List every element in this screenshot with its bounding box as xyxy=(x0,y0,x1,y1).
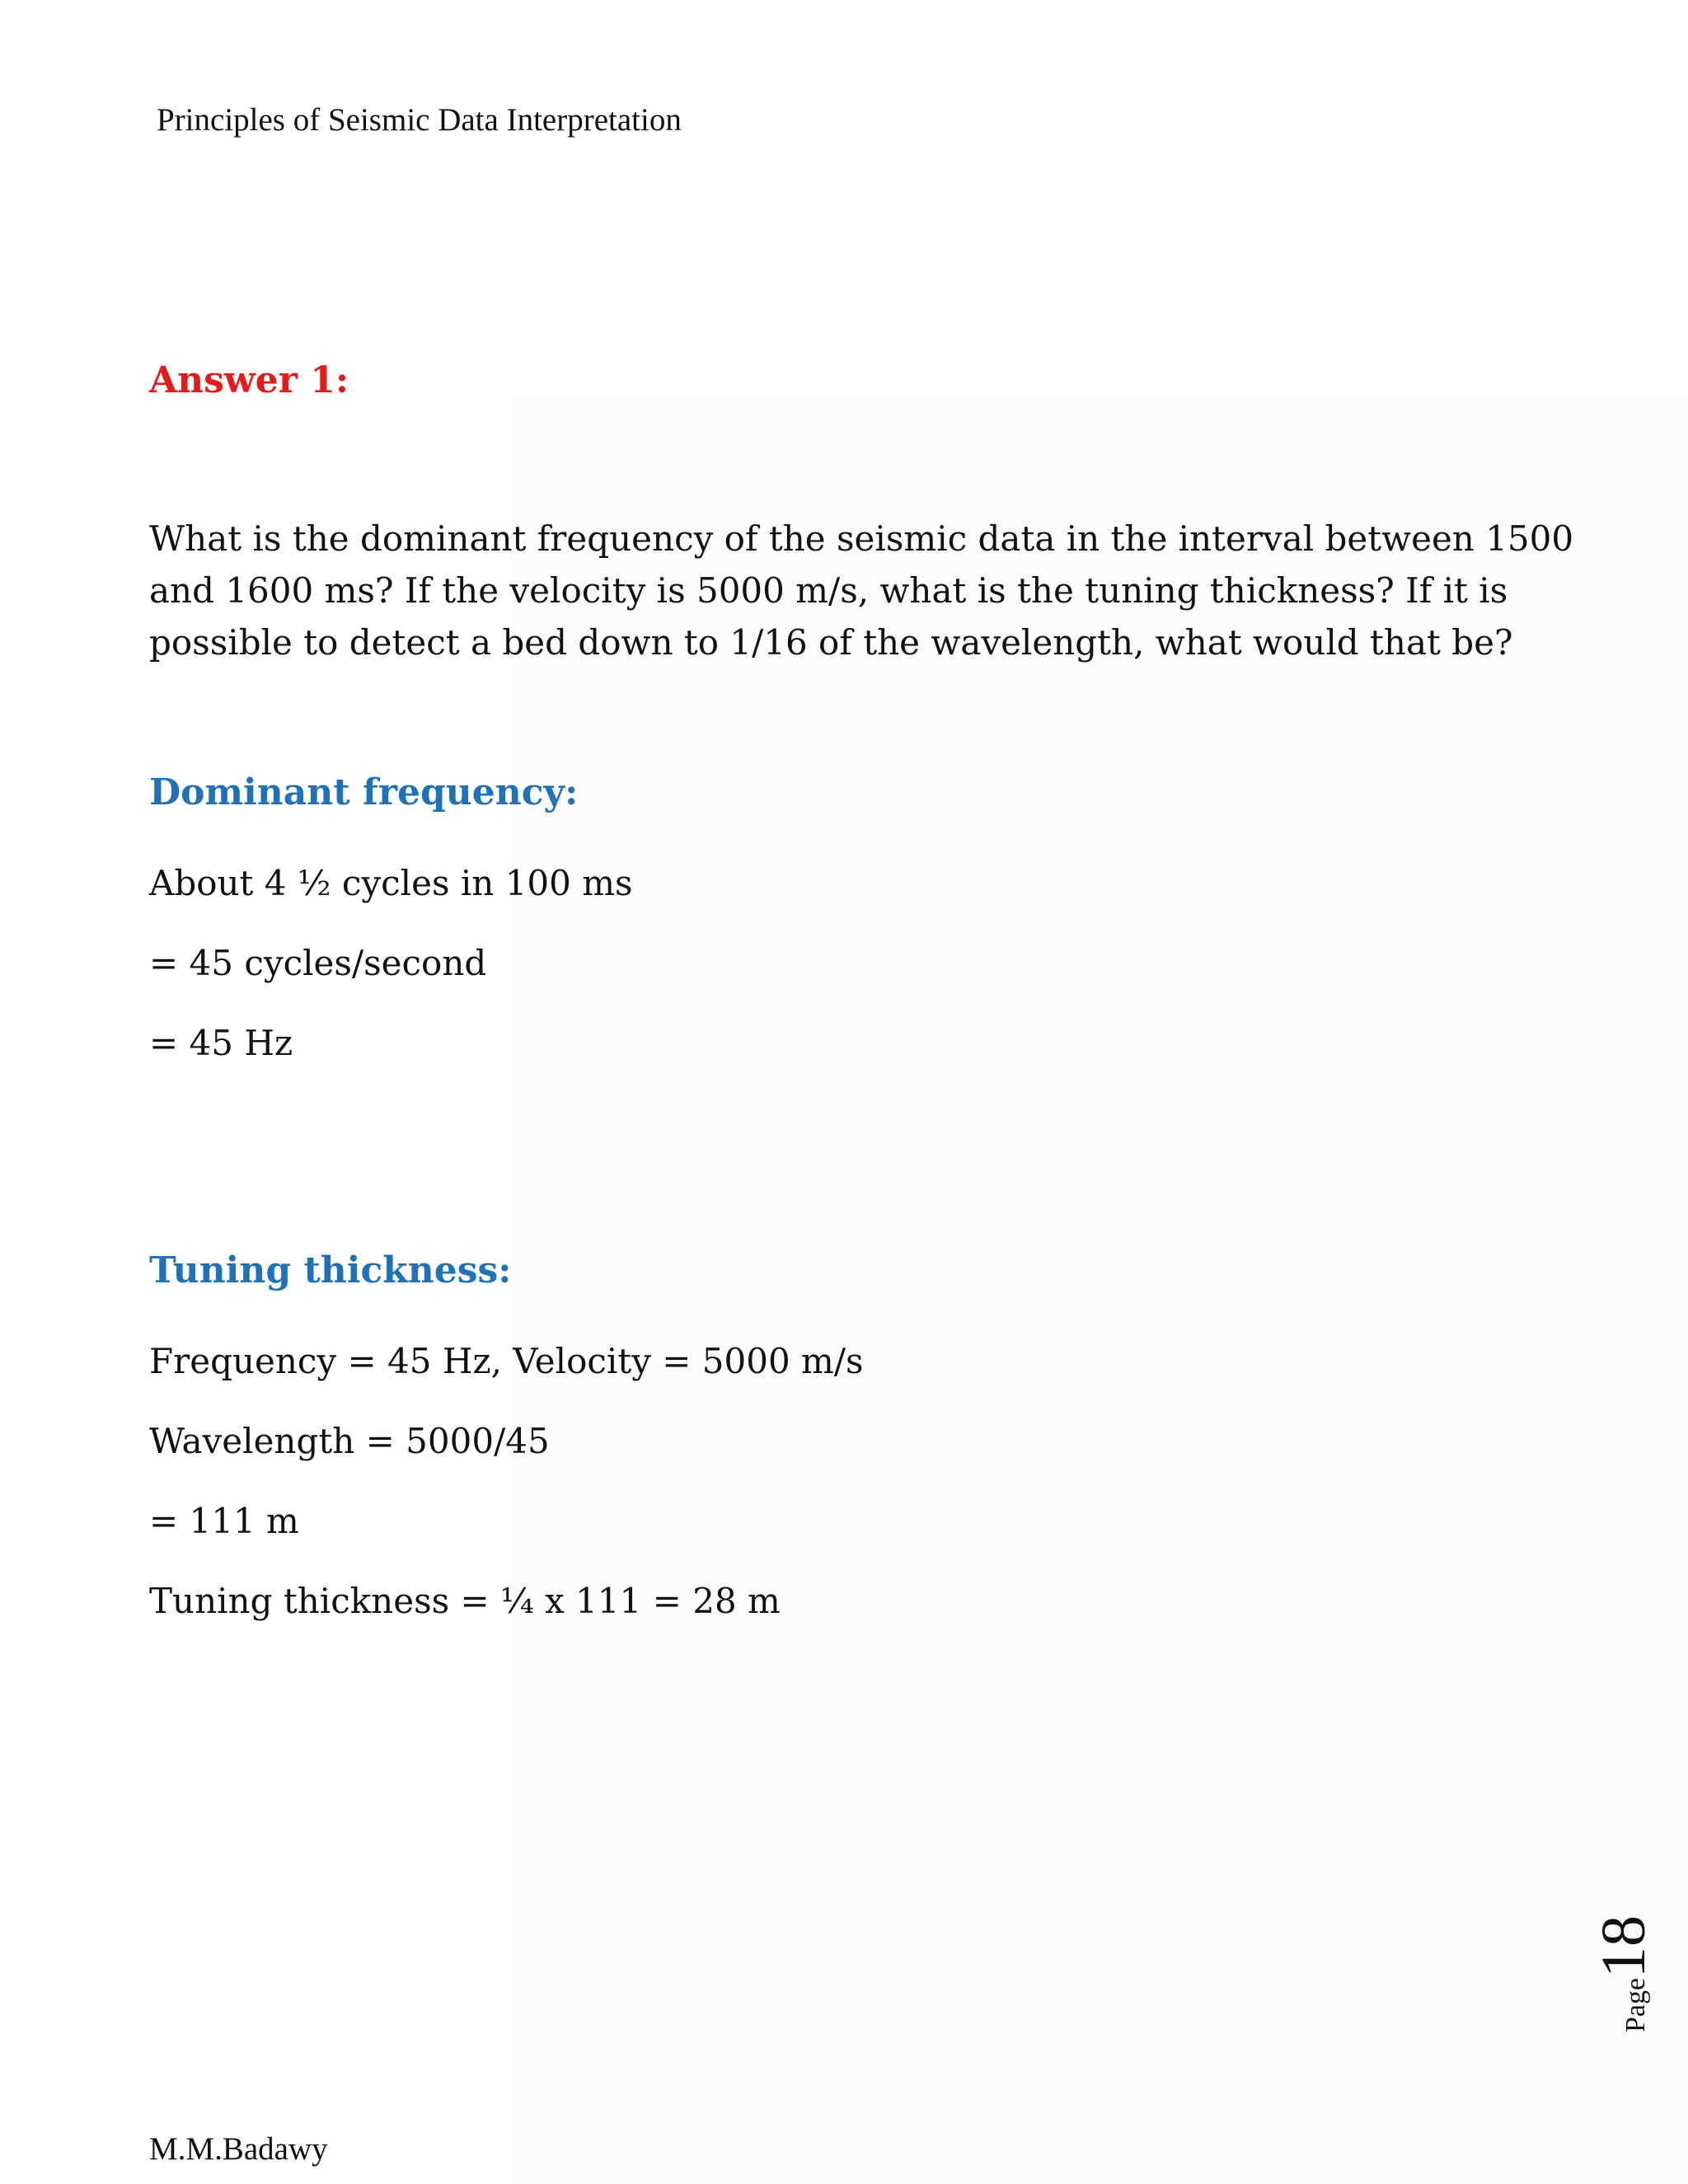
question-line: What is the dominant frequency of the seismic data in the interval between 1500 xyxy=(149,518,1574,559)
page-number-rotated xyxy=(1589,1915,1658,2033)
dominant-frequency-line: = 45 cycles/second xyxy=(149,943,487,983)
page-label: Page xyxy=(1620,1977,1651,2033)
answer-heading: Answer 1: xyxy=(149,359,349,401)
running-header-title: Principles of Seismic Data Interpretation xyxy=(157,102,682,138)
tuning-thickness-line: Frequency = 45 Hz, Velocity = 5000 m/s xyxy=(149,1341,864,1381)
tuning-thickness-line: Wavelength = 5000/45 xyxy=(149,1421,550,1461)
dominant-frequency-line: About 4 ½ cycles in 100 ms xyxy=(149,863,633,903)
footer-author: M.M.Badawy xyxy=(149,2131,328,2167)
question-line: possible to detect a bed down to 1/16 of the wavelength, what would that be? xyxy=(149,622,1513,663)
question-paragraph xyxy=(149,513,1574,668)
tuning-thickness-line: = 111 m xyxy=(149,1501,299,1541)
dominant-frequency-heading: Dominant frequency: xyxy=(149,771,579,813)
page-number-block xyxy=(1578,1904,1669,2044)
dominant-frequency-line: = 45 Hz xyxy=(149,1023,293,1063)
page-number: 18 xyxy=(1589,1915,1658,1978)
question-line: and 1600 ms? If the velocity is 5000 m/s, what is the tuning thickness? If it is xyxy=(149,570,1508,611)
tuning-thickness-line: Tuning thickness = ¼ x 111 = 28 m xyxy=(149,1581,781,1621)
tuning-thickness-heading: Tuning thickness: xyxy=(149,1249,512,1291)
